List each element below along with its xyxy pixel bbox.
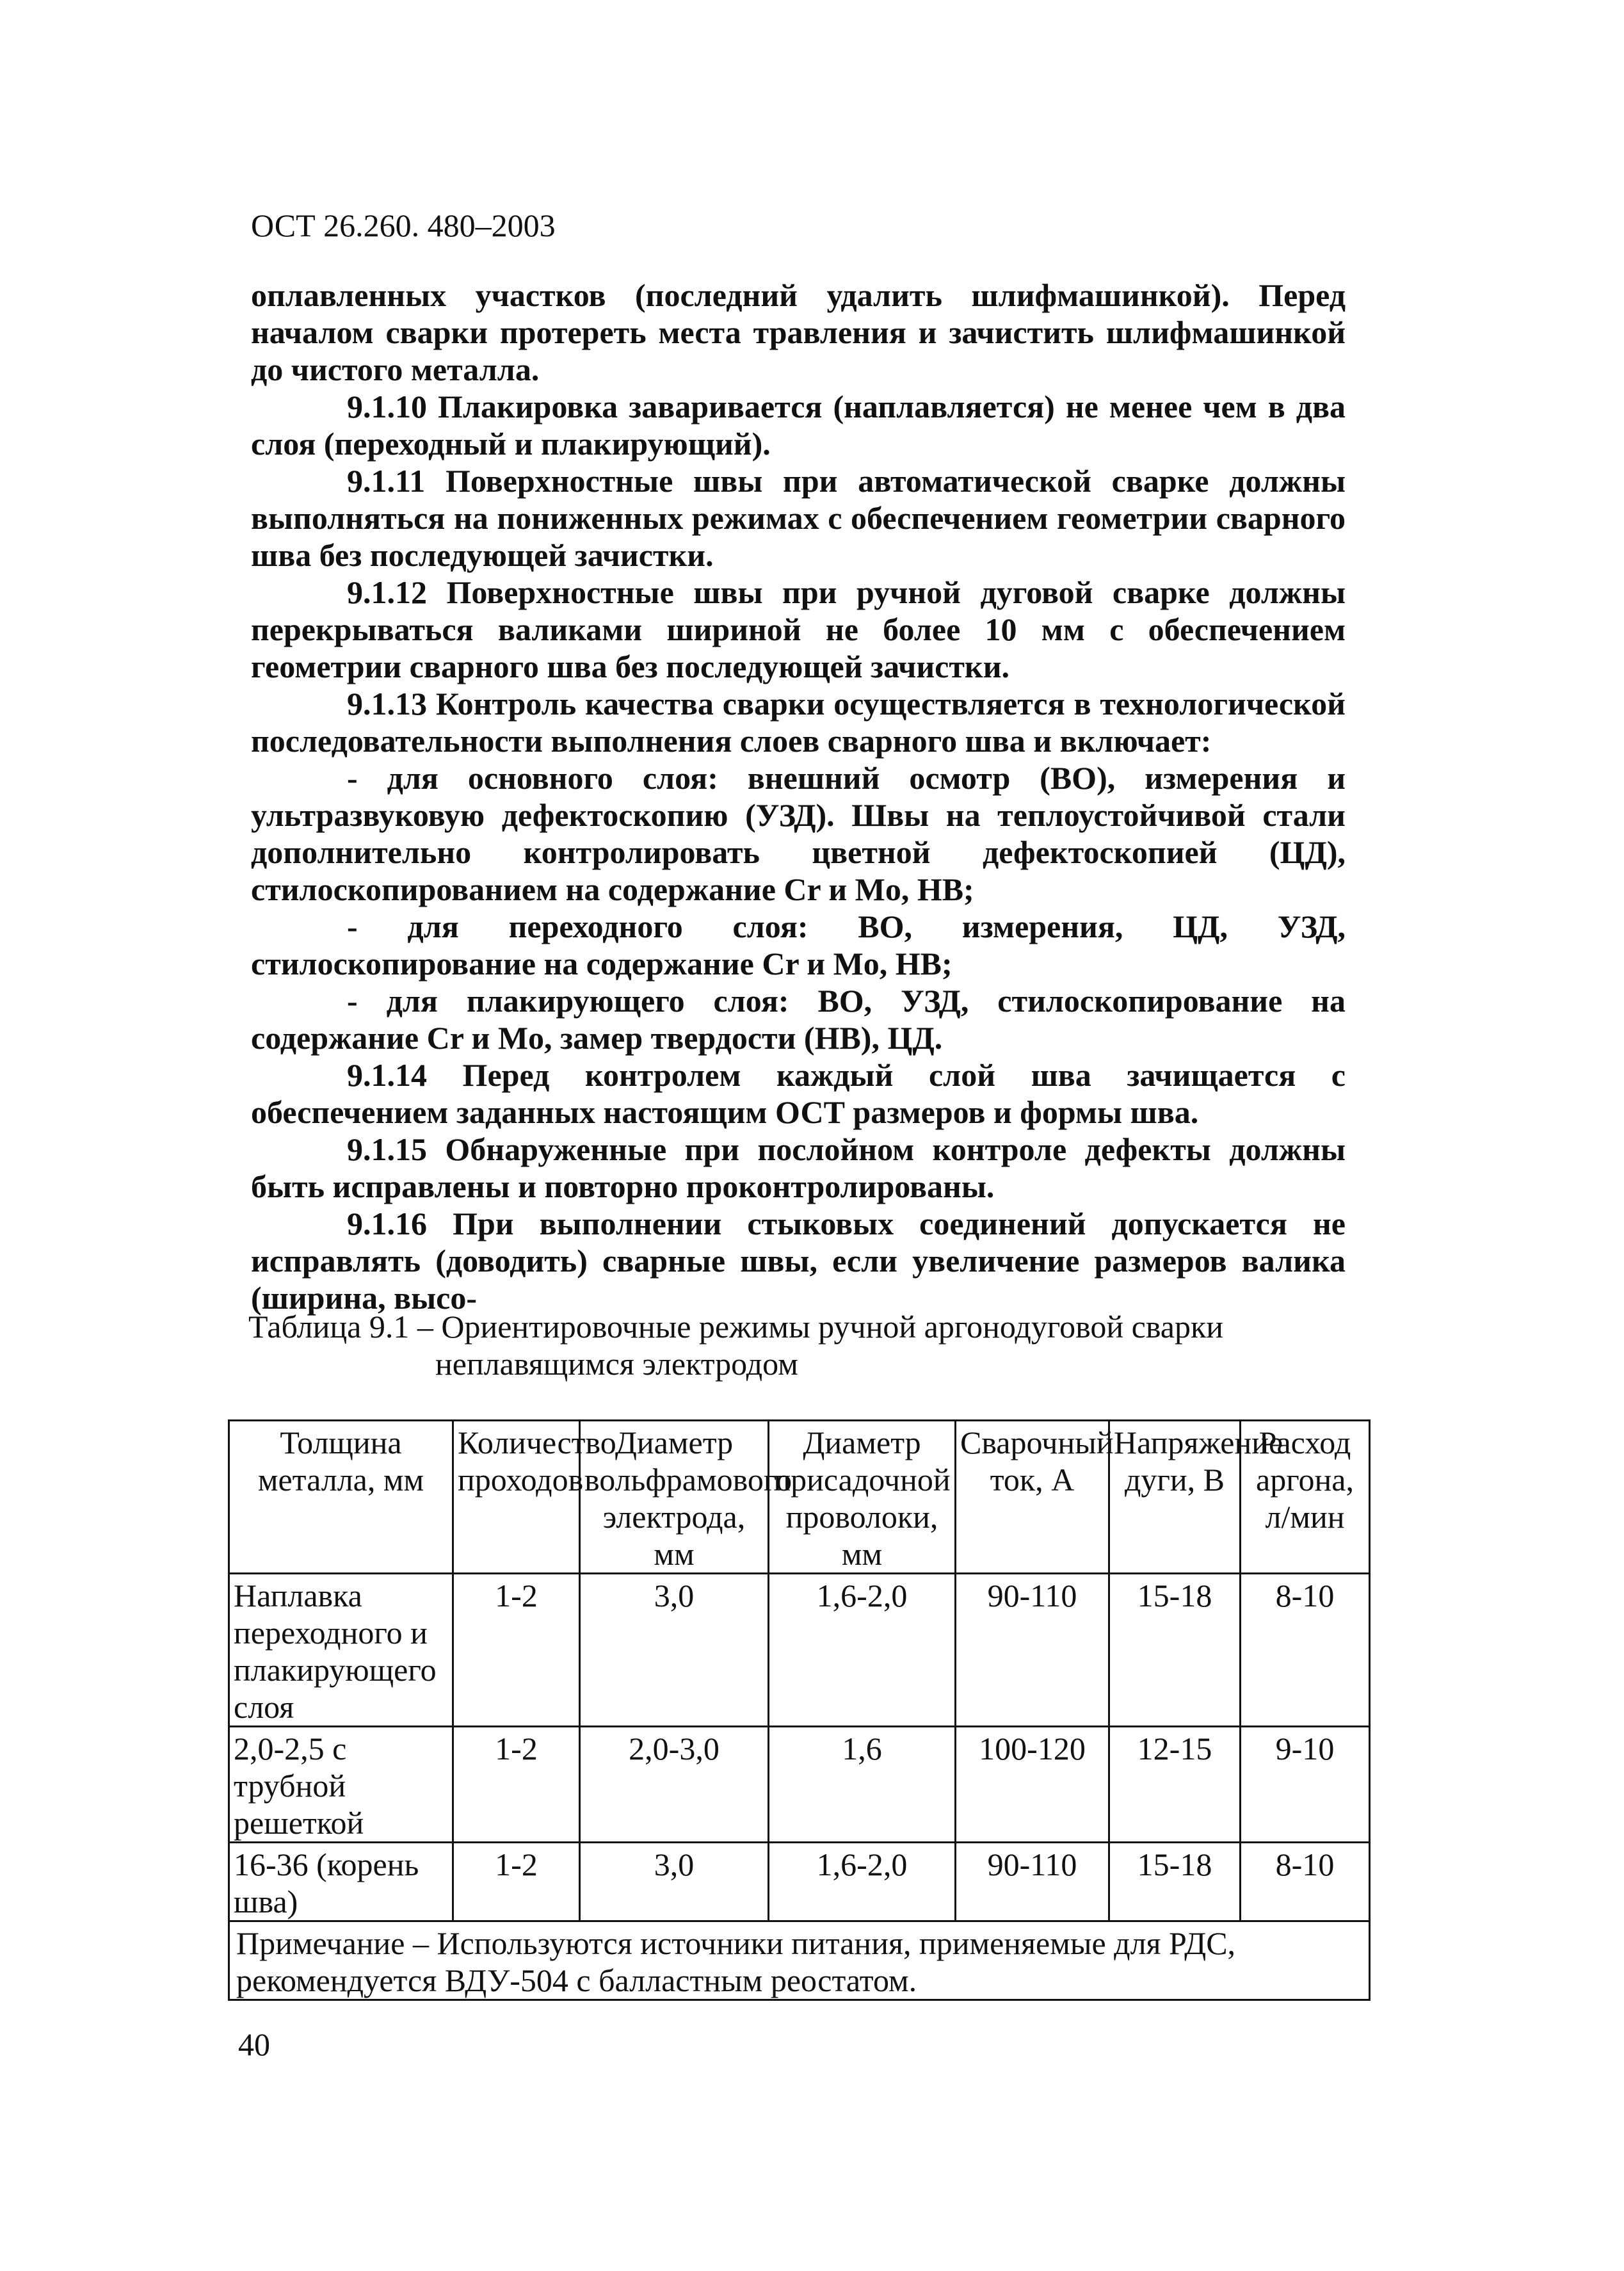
table-caption bbox=[248, 1308, 1349, 1382]
cell-thickness: 16-36 (корень шва) bbox=[229, 1843, 453, 1921]
list-item-cladding-layer: - для плакирующего слоя: ВО, УЗД, стилоскопирование на содержание Cr и Mo, замер твердости (HB), ЦД. bbox=[251, 983, 1346, 1056]
header-filler-diameter: Диаметр присадочной проволоки, мм bbox=[769, 1421, 956, 1574]
cell-thickness: Наплавка переходного и плакирующего слоя bbox=[229, 1574, 453, 1727]
cell-filler-diameter: 1,6-2,0 bbox=[769, 1843, 956, 1921]
cell-voltage: 12-15 bbox=[1109, 1727, 1241, 1843]
list-item-transition-layer: - для переходного слоя: ВО, измерения, ЦД, УЗД, стилоскопирование на содержание Cr и Mo, HB; bbox=[251, 909, 1346, 982]
paragraph-9-1-15: 9.1.15 Обнаруженные при послойном контроле дефекты должны быть исправлены и повторно проконтролированы. bbox=[251, 1131, 1346, 1204]
table-row bbox=[229, 1843, 1370, 1921]
cell-passes: 1-2 bbox=[453, 1727, 580, 1843]
table-row bbox=[229, 1574, 1370, 1727]
header-voltage: Напряжение дуги, В bbox=[1109, 1421, 1241, 1574]
cell-passes: 1-2 bbox=[453, 1843, 580, 1921]
header-current: Сварочный ток, А bbox=[956, 1421, 1109, 1574]
paragraph-9-1-10: 9.1.10 Плакировка заваривается (наплавляется) не менее чем в два слоя (переходный и плакирующий). bbox=[251, 389, 1346, 462]
cell-argon-flow: 8-10 bbox=[1241, 1574, 1370, 1727]
paragraph: оплавленных участков (последний удалить шлифмашинкой). Перед началом сварки протереть места травления и зачистить шлифмашинкой до чистого металла. bbox=[251, 277, 1346, 387]
cell-argon-flow: 8-10 bbox=[1241, 1843, 1370, 1921]
table-note-row bbox=[229, 1921, 1370, 2000]
paragraph-9-1-13: 9.1.13 Контроль качества сварки осуществляется в технологической последовательности выполнения слоев сварного шва и включает: bbox=[251, 686, 1346, 759]
cell-current: 90-110 bbox=[956, 1843, 1109, 1921]
paragraph-9-1-16: 9.1.16 При выполнении стыковых соединений допускается не исправлять (доводить) сварные швы, если увеличение размеров валика (ширина, высо- bbox=[251, 1206, 1346, 1316]
page-number: 40 bbox=[238, 2026, 270, 2062]
paragraph-9-1-14: 9.1.14 Перед контролем каждый слой шва зачищается с обеспечением заданных настоящим ОСТ размеров и формы шва. bbox=[251, 1057, 1346, 1130]
cell-current: 100-120 bbox=[956, 1727, 1109, 1843]
cell-filler-diameter: 1,6 bbox=[769, 1727, 956, 1843]
cell-argon-flow: 9-10 bbox=[1241, 1727, 1370, 1843]
table-caption-line2: неплавящимся электродом bbox=[435, 1346, 798, 1382]
cell-tungsten-diameter: 3,0 bbox=[580, 1843, 769, 1921]
table-header-row bbox=[229, 1421, 1370, 1574]
cell-voltage: 15-18 bbox=[1109, 1574, 1241, 1727]
cell-tungsten-diameter: 2,0-3,0 bbox=[580, 1727, 769, 1843]
cell-filler-diameter: 1,6-2,0 bbox=[769, 1574, 956, 1727]
cell-tungsten-diameter: 3,0 bbox=[580, 1574, 769, 1727]
header-tungsten-diameter: Диаметр вольфрамового электрода, мм bbox=[580, 1421, 769, 1574]
document-code: ОСТ 26.260. 480–2003 bbox=[251, 207, 556, 243]
paragraph-9-1-12: 9.1.12 Поверхностные швы при ручной дуговой сварке должны перекрываться валиками шириной не более 10 мм с обеспечением геометрии сварного шва без последующей зачистки. bbox=[251, 574, 1346, 684]
table-note: Примечание – Используются источники питания, применяемые для РДС, рекомендуется ВДУ-504 с балластным реостатом. bbox=[229, 1921, 1370, 2000]
header-argon-flow: Расход аргона, л/мин bbox=[1241, 1421, 1370, 1574]
cell-current: 90-110 bbox=[956, 1574, 1109, 1727]
table-caption-line1: Таблица 9.1 – Ориентировочные режимы ручной аргонодуговой сварки bbox=[248, 1309, 1224, 1345]
cell-thickness: 2,0-2,5 с трубной решеткой bbox=[229, 1727, 453, 1843]
body-text bbox=[251, 277, 1346, 1316]
welding-modes-table bbox=[228, 1419, 1371, 2001]
table-row bbox=[229, 1727, 1370, 1843]
header-passes: Количество проходов bbox=[453, 1421, 580, 1574]
list-item-base-layer: - для основного слоя: внешний осмотр (ВО), измерения и ультразвуковую дефектоскопию (УЗД). Швы на теплоустойчивой стали дополнительно контролировать цветной дефектоскопией (ЦД), стилоскопированием на содержание Cr и Mo, HB; bbox=[251, 760, 1346, 907]
cell-passes: 1-2 bbox=[453, 1574, 580, 1727]
paragraph-9-1-11: 9.1.11 Поверхностные швы при автоматической сварке должны выполняться на пониженных режимах с обеспечением геометрии сварного шва без последующей зачистки. bbox=[251, 463, 1346, 573]
cell-voltage: 15-18 bbox=[1109, 1843, 1241, 1921]
header-thickness: Толщина металла, мм bbox=[229, 1421, 453, 1574]
